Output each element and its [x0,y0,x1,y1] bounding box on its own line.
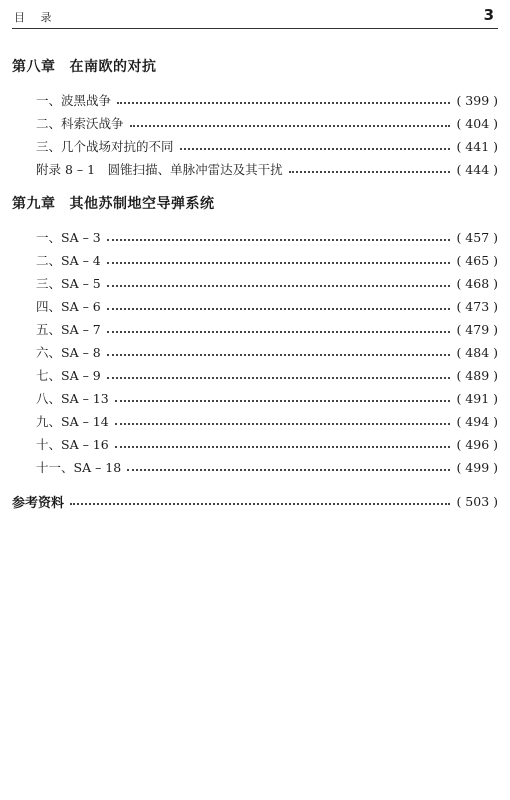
toc-entry-label: 四、SA – 6 [36,299,101,314]
toc-entry-label: 三、SA – 5 [36,276,101,291]
toc-entry-page: ( 503 ) [456,493,498,509]
dot-leader [127,469,450,471]
dot-leader [107,377,451,379]
toc-entry-label: 二、SA – 4 [36,253,101,268]
toc-entry-page: ( 499 ) [456,459,498,475]
toc-entry-page: ( 441 ) [456,138,498,154]
toc-entry-page: ( 404 ) [456,115,498,131]
dot-leader [117,102,450,104]
toc-entry-page: ( 444 ) [456,161,498,177]
toc-entry[interactable] [36,251,498,269]
dot-leader [107,285,451,287]
dot-leader [107,308,451,310]
toc-entry-label: 三、几个战场对抗的不同 [36,139,174,154]
chapter-heading-8 [12,56,157,76]
dot-leader [70,503,450,505]
toc-entry-label: 九、SA – 14 [36,414,109,429]
toc-entry-page: ( 496 ) [456,436,498,452]
toc-entry[interactable] [36,412,498,430]
toc-entry-label: 一、SA – 3 [36,230,101,245]
dot-leader [180,148,451,150]
toc-entry[interactable] [36,389,498,407]
dot-leader [107,354,451,356]
chapter-title: 其他苏制地空导弹系统 [69,196,215,212]
dot-leader [115,423,451,425]
toc-entry[interactable] [36,320,498,338]
page-header [12,6,498,29]
dot-leader [130,125,451,127]
toc-entry-label: 十、SA – 16 [36,437,109,452]
dot-leader [107,331,451,333]
toc-entry-references[interactable] [12,492,498,510]
header-title: 目 录 [14,11,58,24]
toc-entry-page: ( 457 ) [456,229,498,245]
dot-leader [289,171,451,173]
toc-entry-label: 五、SA – 7 [36,322,101,337]
toc-entry-label: 附录 8 – 1 圆锥扫描、单脉冲雷达及其干扰 [36,162,283,177]
toc-entry-label: 六、SA – 8 [36,345,101,360]
toc-entry-page: ( 479 ) [456,321,498,337]
dot-leader [107,239,451,241]
toc-entry-label: 参考资料 [12,495,65,511]
toc-entry-page: ( 494 ) [456,413,498,429]
toc-entry[interactable] [36,458,498,476]
toc-entry-page: ( 489 ) [456,367,498,383]
toc-entry-page: ( 468 ) [456,275,498,291]
dot-leader [115,400,451,402]
toc-entry-appendix[interactable] [36,160,498,178]
chapter-title: 在南欧的对抗 [69,59,157,75]
toc-entry-page: ( 491 ) [456,390,498,406]
toc-entry[interactable] [36,228,498,246]
toc-entry[interactable] [36,114,498,132]
toc-entry-label: 一、波黑战争 [36,93,112,108]
toc-entry-page: ( 473 ) [456,298,498,314]
page-number: 3 [483,6,494,24]
dot-leader [115,446,451,448]
toc-entry-label: 八、SA – 13 [36,391,109,406]
toc-entry[interactable] [36,343,498,361]
chapter-heading-9 [12,193,215,213]
toc-entry-page: ( 399 ) [456,92,498,108]
toc-entry-label: 十一、SA – 18 [36,460,122,475]
toc-entry[interactable] [36,366,498,384]
toc-entry[interactable] [36,91,498,109]
chapter-number: 第八章 [12,59,56,75]
chapter-number: 第九章 [12,196,56,212]
toc-entry-label: 七、SA – 9 [36,368,101,383]
toc-entry[interactable] [36,274,498,292]
dot-leader [107,262,451,264]
toc-entry[interactable] [36,435,498,453]
toc-entry-label: 二、科索沃战争 [36,116,124,131]
toc-entry-page: ( 465 ) [456,252,498,268]
toc-entry-page: ( 484 ) [456,344,498,360]
toc-entry[interactable] [36,137,498,155]
toc-entry[interactable] [36,297,498,315]
